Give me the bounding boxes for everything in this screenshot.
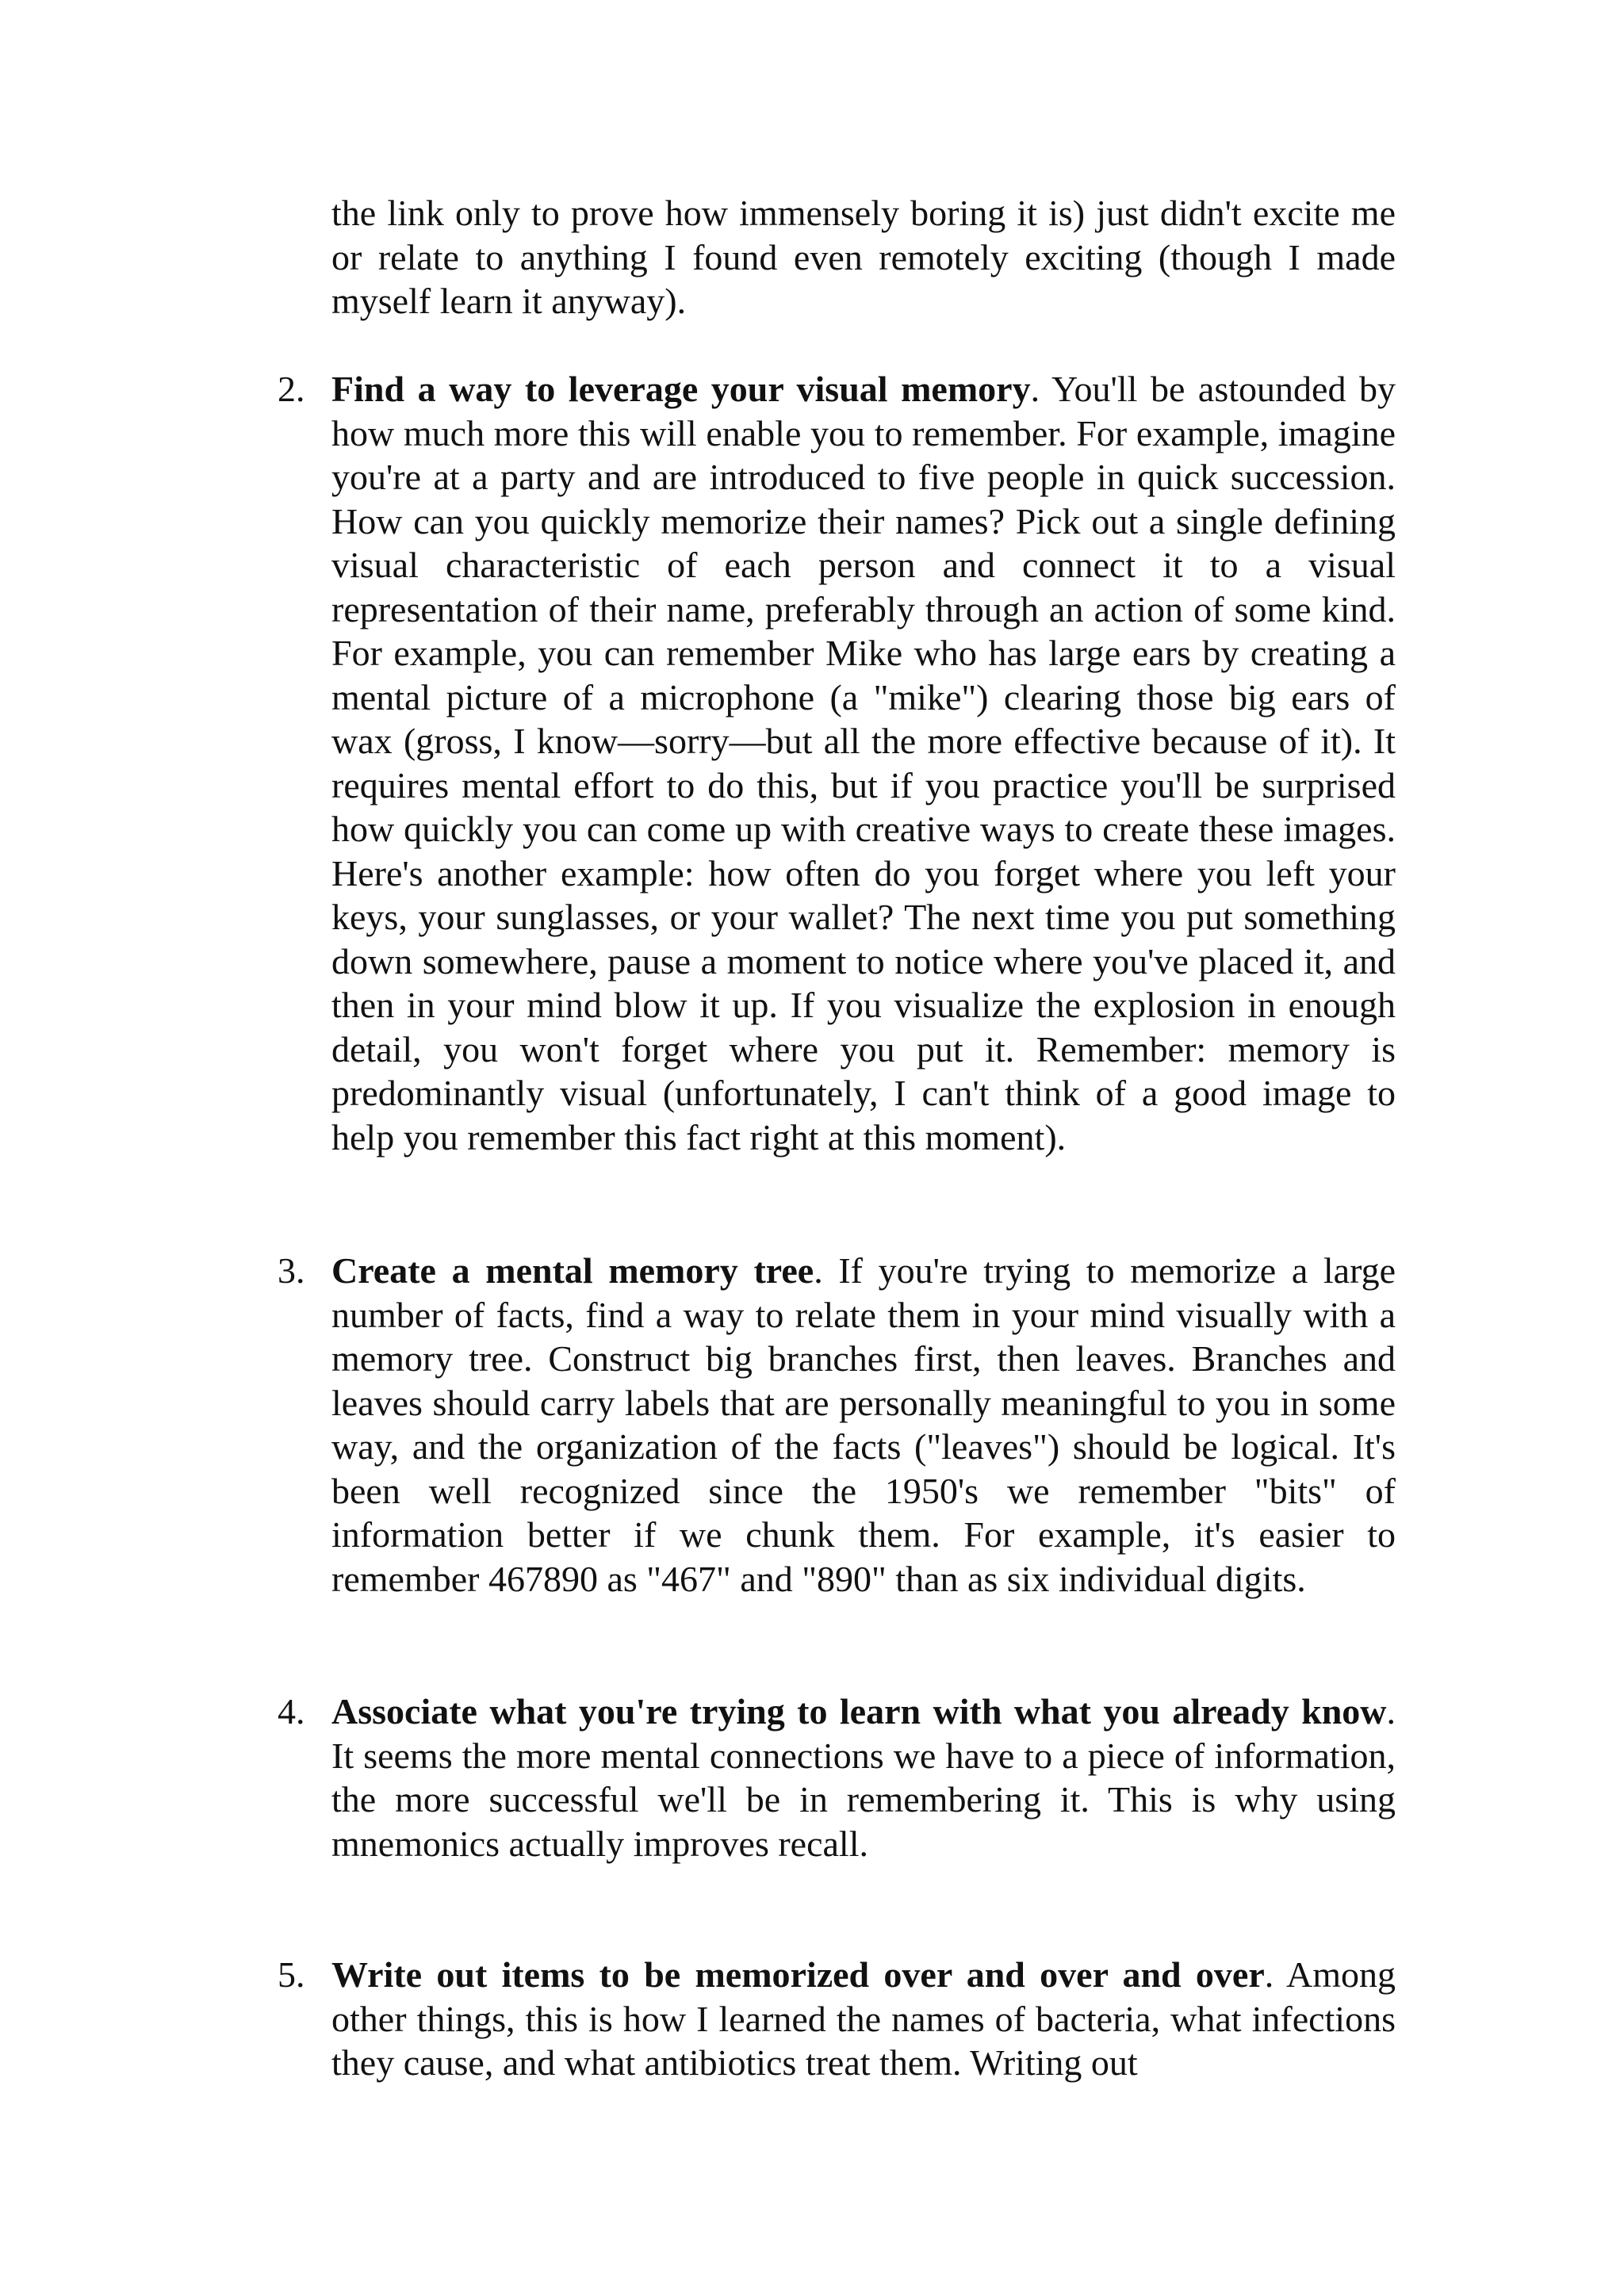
list-item-number: 3. [278,1250,305,1291]
list-item-lead: Associate what you're trying to learn with what you already know [331,1691,1387,1732]
list-item-lead: Find a way to leverage your visual memory [331,369,1031,409]
list-item [278,1953,1396,2085]
list-item [278,1689,1396,1866]
list-item-number: 5. [278,1954,305,1995]
continuation-paragraph: the link only to prove how immensely boring it is) just didn't excite me or relate to anything I found even remotely exciting (though I made myself learn it anyway). [331,193,1396,321]
list-item-body: . You'll be astounded by how much more this will enable you to remember. For example, imagine you're at a party and are introduced to five people in quick succession. How can you quickly memorize their names? Pick out a single defining visual characteristic of each person and connect it to a visual representation of their name, preferably through an action of some kind. For example, you can remember Mike who has large ears by creating a mental picture of a microphone (a "mike") clearing those big ears of wax (gross, I know—sorry—but all the more effective because of it). It requires mental effort to do this, but if you practice you'll be surprised how quickly you can come up with creative ways to create these images. Here's another example: how often do you forget where you left your keys, your sunglasses, or your wallet? The next time you put something down somewhere, pause a moment to notice where you've placed it, and then in your mind blow it up. If you visualize the explosion in enough detail, you won't forget where you put it. Remember: memory is predominantly visual (unfortunately, I can't think of a good image to help you remember this fact right at this moment). [331,369,1396,1158]
list-item [278,367,1396,1159]
list-item-lead: Write out items to be memorized over and over and over [331,1954,1265,1995]
list-item-body: . It seems the more mental connections we have to a piece of information, the more successful we'll be in remembering it. This is why using mnemonics actually improves recall. [331,1691,1396,1864]
list-item-number: 2. [278,369,305,409]
list-item-body: . If you're trying to memorize a large number of facts, find a way to relate them in your mind visually with a memory tree. Construct big branches first, then leaves. Branches and leaves should carry labels that are personally meaningful to you in some way, and the organization of the facts ("leaves") should be logical. It's been well recognized since the 1950's we remember "bits" of information better if we chunk them. For example, it's easier to remember 467890 as "467" and "890" than as six individual digits. [331,1250,1396,1599]
list-item-body: . Among other things, this is how I learned the names of bacteria, what infections they cause, and what antibiotics treat them. Writing out [331,1954,1396,2083]
list-item-lead: Create a mental memory tree [331,1250,814,1291]
list-item [278,1249,1396,1601]
list-item-number: 4. [278,1691,305,1732]
